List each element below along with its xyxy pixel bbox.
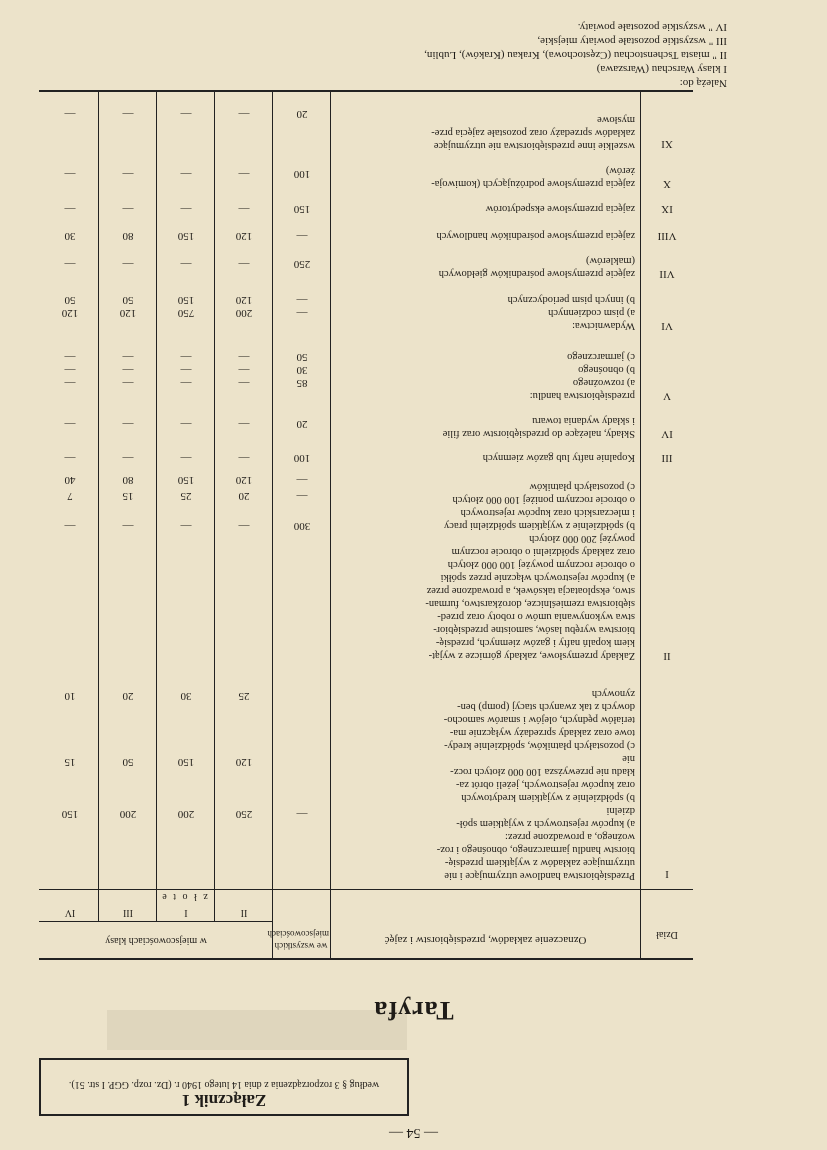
value-cell: 150 — [177, 756, 195, 768]
value-cell: 30 — [64, 230, 76, 242]
value-cell: — — [122, 364, 134, 376]
value-cell: 30 — [180, 690, 192, 702]
value-cell: 120 — [235, 474, 253, 486]
value-cell: 50 — [296, 351, 308, 363]
value-cell: — — [238, 108, 250, 120]
row-dzial-IV: IV — [661, 428, 673, 440]
value-cell: — — [64, 203, 76, 215]
row-dzial-II: II — [663, 650, 671, 662]
row-dzial-XI: XI — [661, 138, 673, 150]
row-desc-IV: Składy, należące do przedsiębiorstw oraz filie i składy wydania towaru — [442, 415, 635, 439]
table-top-rule — [39, 958, 693, 960]
value-cell: 80 — [122, 230, 134, 242]
value-cell: — — [180, 520, 192, 532]
value-cell: — — [180, 168, 192, 180]
footnote-line: IV " wszystkie pozostałe powiaty. — [577, 21, 727, 33]
row-desc-VI: Wydawnictwa: a) pism codziennych b) innych pism periodycznych — [507, 294, 635, 331]
header-wszystkie: we wszystkich miejscowościach — [267, 929, 329, 951]
header-oznaczenie: Oznaczenie zakładów, przedsiębiorstw i zajęć — [384, 934, 587, 946]
footnote-line: III " wszystkie pozostałe powiaty miejskie, — [537, 35, 727, 47]
value-cell: 200 — [177, 808, 195, 820]
row-desc-V: przedsiębiorstwa handlu: a) rozwoźnego b) obnośnego c) jarmarcznego — [529, 351, 635, 401]
value-cell: 25 — [180, 490, 192, 502]
value-cell: — — [64, 108, 76, 120]
value-cell: 750 — [177, 307, 195, 319]
value-cell: 250 — [293, 258, 311, 270]
header-col-II: II — [240, 907, 248, 918]
value-cell: 200 — [119, 808, 137, 820]
value-cell: 7 — [67, 490, 73, 502]
header-col-I: I — [184, 907, 188, 918]
value-cell: 120 — [61, 307, 79, 319]
value-cell: 50 — [64, 294, 76, 306]
footnote-intro: Należą do: — [679, 77, 727, 89]
value-cell: — — [180, 377, 192, 389]
value-cell: — — [180, 203, 192, 215]
row-desc-I: Przedsiębiorstwa handlowe utrzymujące i nie utrzymujące zakładów z wyjątkiem przedsię- biorstw handlu jarmarcznego, obnośnego i roz- woźnego, a prowadzone przez: a) kupców rejestrowych z wyjątkiem spół- dzielni b) spółdzielnie z wyjątkiem kredytowych oraz kupców rejestrowych, jeżeli obrót za- kładu nie przewyższa 100 000 złotych rocz- nie c) pozostałych płatników, spółdzielnie kredy- towe oraz zakłady sprzedaży wyłącznie ma- teriałów pędnych, olejów i smarów samocho- dowych z tak zwanych stacyj (pomp) ben- zynowych — [436, 688, 635, 881]
value-cell: — — [296, 307, 308, 319]
value-cell: — — [122, 203, 134, 215]
value-cell: 20 — [296, 418, 308, 430]
header-col-IV: IV — [64, 907, 76, 918]
value-cell: 40 — [64, 474, 76, 486]
value-cell: 20 — [238, 490, 250, 502]
value-cell: — — [122, 258, 134, 270]
value-cell: — — [64, 364, 76, 376]
value-cell: — — [122, 351, 134, 363]
value-cell: — — [238, 520, 250, 532]
row-dzial-VIII: VIII — [657, 230, 677, 242]
header-klasy: w miejscowościach klasy — [105, 935, 207, 946]
value-cell: 30 — [296, 364, 308, 376]
row-dzial-VI: VI — [661, 320, 673, 332]
value-cell: — — [64, 418, 76, 430]
value-cell: — — [180, 418, 192, 430]
row-desc-XI: wszelkie inne przedsiębiorstwa nie utrzymujące zakładów sprzedaży oraz pozostałe zajęcia prze- mysłowe — [431, 114, 635, 151]
value-cell: — — [238, 418, 250, 430]
value-cell: 120 — [119, 307, 137, 319]
row-desc-VII: zajęcie przemysłowe pośredników giełdowych (maklerów) — [438, 255, 635, 279]
row-dzial-III: III — [661, 452, 673, 464]
page-number: — 54 — — [389, 1125, 438, 1140]
value-cell: — — [122, 108, 134, 120]
row-desc-IX: zajęcia przemysłowe ekspedytorów — [485, 203, 635, 214]
value-cell: — — [296, 230, 308, 242]
value-cell: — — [238, 351, 250, 363]
row-desc-X: zajęcia przemysłowe podróżujących (komiwoja- żerów) — [431, 165, 635, 189]
value-cell: — — [180, 452, 192, 464]
value-cell: — — [122, 520, 134, 532]
annex-title: Załącznik 1 — [181, 1091, 267, 1110]
row-desc-VIII: zajęcia przemysłowe pośredników handlowych — [436, 230, 635, 241]
annex-note: według § 3 rozporządzenia z dnia 14 lutego 1940 r. (Dz. rozp. GGP. I str. 51). — [68, 1079, 380, 1090]
value-cell: 50 — [122, 294, 134, 306]
value-cell: 85 — [296, 377, 308, 389]
table-bottom-rule — [39, 90, 693, 92]
value-cell: — — [122, 452, 134, 464]
row-desc-III: Kopalnie nafty lub gazów ziemnych — [482, 452, 635, 463]
value-cell: — — [296, 808, 308, 820]
value-cell: — — [296, 294, 308, 306]
row-dzial-X: X — [663, 178, 671, 190]
value-cell: — — [64, 452, 76, 464]
value-cell: 20 — [296, 108, 308, 120]
value-cell: — — [238, 364, 250, 376]
value-cell: — — [238, 168, 250, 180]
value-cell: 120 — [235, 294, 253, 306]
value-cell: — — [64, 351, 76, 363]
value-cell: 200 — [235, 307, 253, 319]
value-cell: 150 — [177, 474, 195, 486]
value-cell: — — [238, 258, 250, 270]
value-cell: — — [296, 474, 308, 486]
value-cell: — — [180, 351, 192, 363]
value-cell: 100 — [293, 452, 311, 464]
header-zlote: z ł o t e — [160, 891, 208, 902]
row-dzial-I: I — [665, 868, 669, 880]
value-cell: — — [238, 377, 250, 389]
footnotes — [27, 20, 727, 90]
footnote-line: I klasy Warschau (Warszawa) — [596, 63, 727, 75]
header-col-III: III — [123, 907, 133, 918]
document-title: Taryfa — [373, 996, 454, 1025]
class-header-rule — [39, 921, 273, 922]
value-cell: 20 — [122, 690, 134, 702]
value-cell: 120 — [235, 756, 253, 768]
tariff-table — [39, 90, 693, 960]
value-cell: 120 — [235, 230, 253, 242]
value-cell: 80 — [122, 474, 134, 486]
value-cell: — — [64, 168, 76, 180]
row-desc-II: Zakłady przemysłowe, zakłady górnicze z wyjąt- kiem kopalń nafty i gazów ziemnych, przedsię- biorstwa wyrębu lasów, samoistne przedsiębior- stwa wykonywania umów o roboty oraz przed- siębiorstwa rzemieślnicze, dorożkarstwo, furman- stwo, eksploatacja taksówek, a prowadzone przez a) kupców rejestrowych włącznie przez spółki o obrocie rocznym powyżej 100 000 złotych oraz zakłady spółdzielni o obrocie rocznym powyżej 200 000 złotych b) spółdzielnie z wyjątkiem spółdzielni pracy i mleczarskich oraz kupców rejestrowych o obrocie rocznym poniżej 100 000 złotych c) pozostałych płatników — [425, 481, 635, 661]
row-dzial-IX: IX — [661, 203, 673, 215]
value-cell: 300 — [293, 520, 311, 532]
value-cell: 150 — [177, 294, 195, 306]
value-cell: — — [238, 452, 250, 464]
col-rule — [640, 90, 641, 960]
value-cell: 150 — [293, 203, 311, 215]
value-cell: — — [180, 108, 192, 120]
value-cell: — — [64, 377, 76, 389]
value-cell: — — [122, 377, 134, 389]
value-cell: 15 — [64, 756, 76, 768]
footnote-line: II " miasta Tschenstochau (Częstochowa), Krakau (Kraków), Lublin, — [424, 49, 727, 61]
value-cell: 25 — [238, 690, 250, 702]
value-cell: 250 — [235, 808, 253, 820]
value-cell: — — [64, 258, 76, 270]
row-dzial-VII: VII — [659, 268, 675, 280]
value-cell: — — [64, 520, 76, 532]
annex-box — [39, 1058, 409, 1116]
row-dzial-V: V — [663, 390, 671, 402]
header-dzial: Dział — [656, 929, 678, 940]
value-cell: — — [122, 418, 134, 430]
value-cell: — — [180, 258, 192, 270]
value-cell: 15 — [122, 490, 134, 502]
value-cell: 150 — [177, 230, 195, 242]
value-cell: — — [180, 364, 192, 376]
value-cell: — — [238, 203, 250, 215]
value-cell: 150 — [61, 808, 79, 820]
value-cell: 50 — [122, 756, 134, 768]
value-cell: — — [296, 490, 308, 502]
value-cell: 10 — [64, 690, 76, 702]
value-cell: — — [122, 168, 134, 180]
value-cell: 100 — [293, 168, 311, 180]
